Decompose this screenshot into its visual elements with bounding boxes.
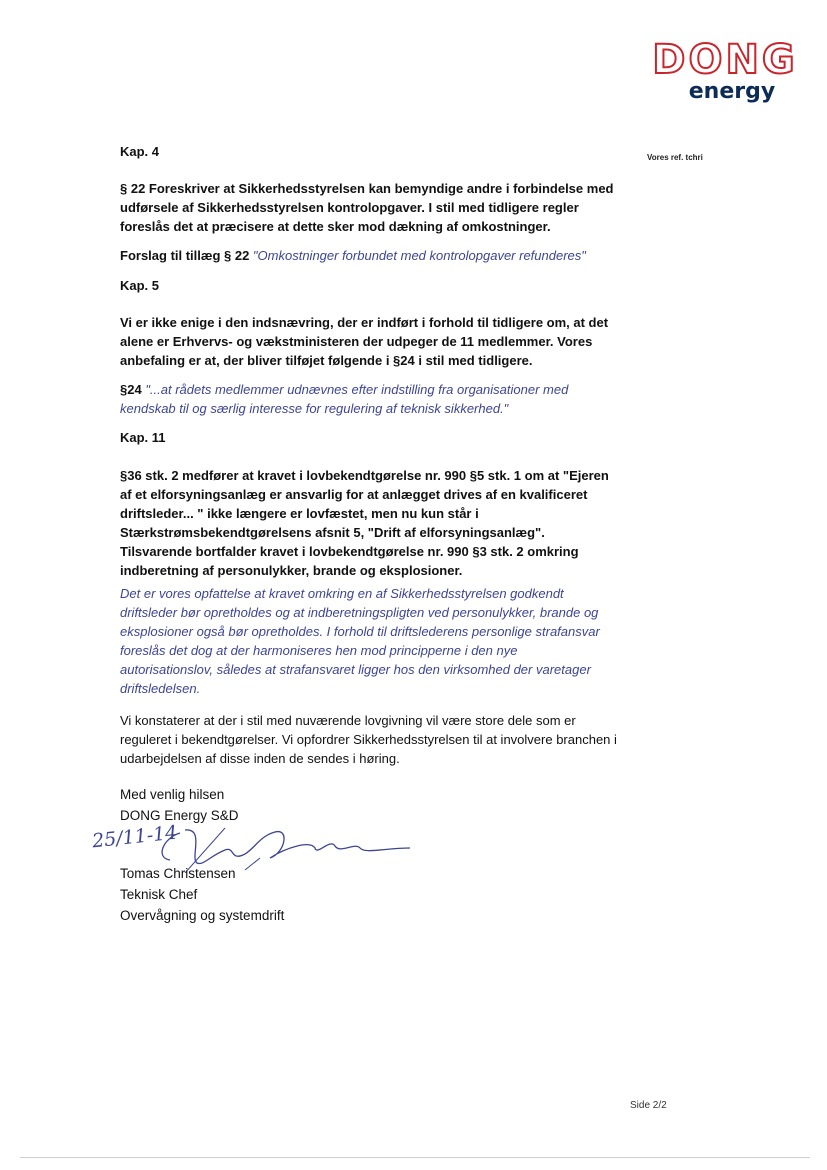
signature-department: Overvågning og systemdrift: [120, 908, 285, 923]
kap4-proposal-label: Forslag til tillæg § 22: [120, 248, 253, 263]
handwritten-date: 25/11-14: [91, 821, 179, 853]
kap5-quote-label: §24: [120, 382, 146, 397]
kap4-proposal-quote: "Omkostninger forbundet med kontrolopgaver refunderes": [252, 248, 586, 263]
kap11-paragraph: §36 stk. 2 medfører at kravet i lovbekendtgørelse nr. 990 §5 stk. 1 om at "Ejeren af et elforsyningsanlæg er ansvarlig for at anlægget drives af en kvalificeret driftsleder... " ikke længere er lovfæstet, men nu kun står i Stærkstrømsbekendtgørelsens afsnit 5, "Drift af elforsyningsanlæg". Tilsvarende bortfalder kravet i lovbekendtgørelse nr. 990 §3 stk. 2 omkring indberetning af personulykker, brande og eksplosioner.: [120, 468, 609, 578]
kap4-paragraph: § 22 Foreskriver at Sikkerhedsstyrelsen kan bemyndige andre i forbindelse med udførsele af Sikkerhedsstyrelsen kontrolopgaver. I stil med tidligere regler foreslås det at præcisere at dette sker mod dækning af omkostninger.: [120, 181, 614, 234]
signature-title: Teknisk Chef: [120, 887, 198, 902]
signature-greeting: Med venlig hilsen: [120, 787, 225, 802]
kap5-quote-block: [120, 380, 620, 418]
logo-brand-top: DONG: [652, 37, 798, 83]
signature-company: DONG Energy S&D: [120, 808, 239, 823]
page-bottom-rule: [20, 1157, 810, 1158]
kap4-proposal: [120, 246, 640, 265]
kap5-heading: Kap. 5: [120, 278, 160, 293]
kap11-closing-paragraph: Vi konstaterer at der i stil med nuværende lovgivning vil være store dele som er reguleret i bekendtgørelser. Vi opfordrer Sikkerhedsstyrelsen til at involvere branchen i udarbejdelsen af disse inden de sendes i høring.: [120, 713, 617, 766]
kap11-heading: Kap. 11: [120, 430, 166, 445]
kap4-heading: Kap. 4: [120, 144, 160, 159]
page-number: Side 2/2: [630, 1100, 667, 1111]
logo-brand-bottom: energy: [688, 79, 776, 104]
dong-energy-logo: [640, 37, 810, 104]
kap11-italic-paragraph: Det er vores opfattelse at kravet omkring en af Sikkerhedsstyrelsen godkendt driftsleder bør opretholdes og at indberetningspligten ved personulykker, brande og eksplosioner også bør opretholdes. I forhold til driftslederens personlige strafansvar foreslås det dog at der harmoniseres hen mod principperne i den nye autorisationslov, således at strafansvaret ligger hos den virksomhed der varetager driftsledelsen.: [120, 586, 600, 696]
signature-name: Tomas Christensen: [120, 866, 236, 881]
kap5-paragraph: Vi er ikke enige i den indsnævring, der er indført i forhold til tidligere om, at det alene er Erhvervs- og vækstministeren der udpeger de 11 medlemmer. Vores anbefaling er at, der bliver tilføjet følgende i §24 i stil med tidligere.: [120, 315, 609, 368]
reference-label: Vores ref. tchri: [647, 153, 703, 162]
kap5-quote: "...at rådets medlemmer udnævnes efter indstilling fra organisationer med kendskab til og særlig interesse for regulering af teknisk sikkerhed.": [120, 382, 569, 416]
